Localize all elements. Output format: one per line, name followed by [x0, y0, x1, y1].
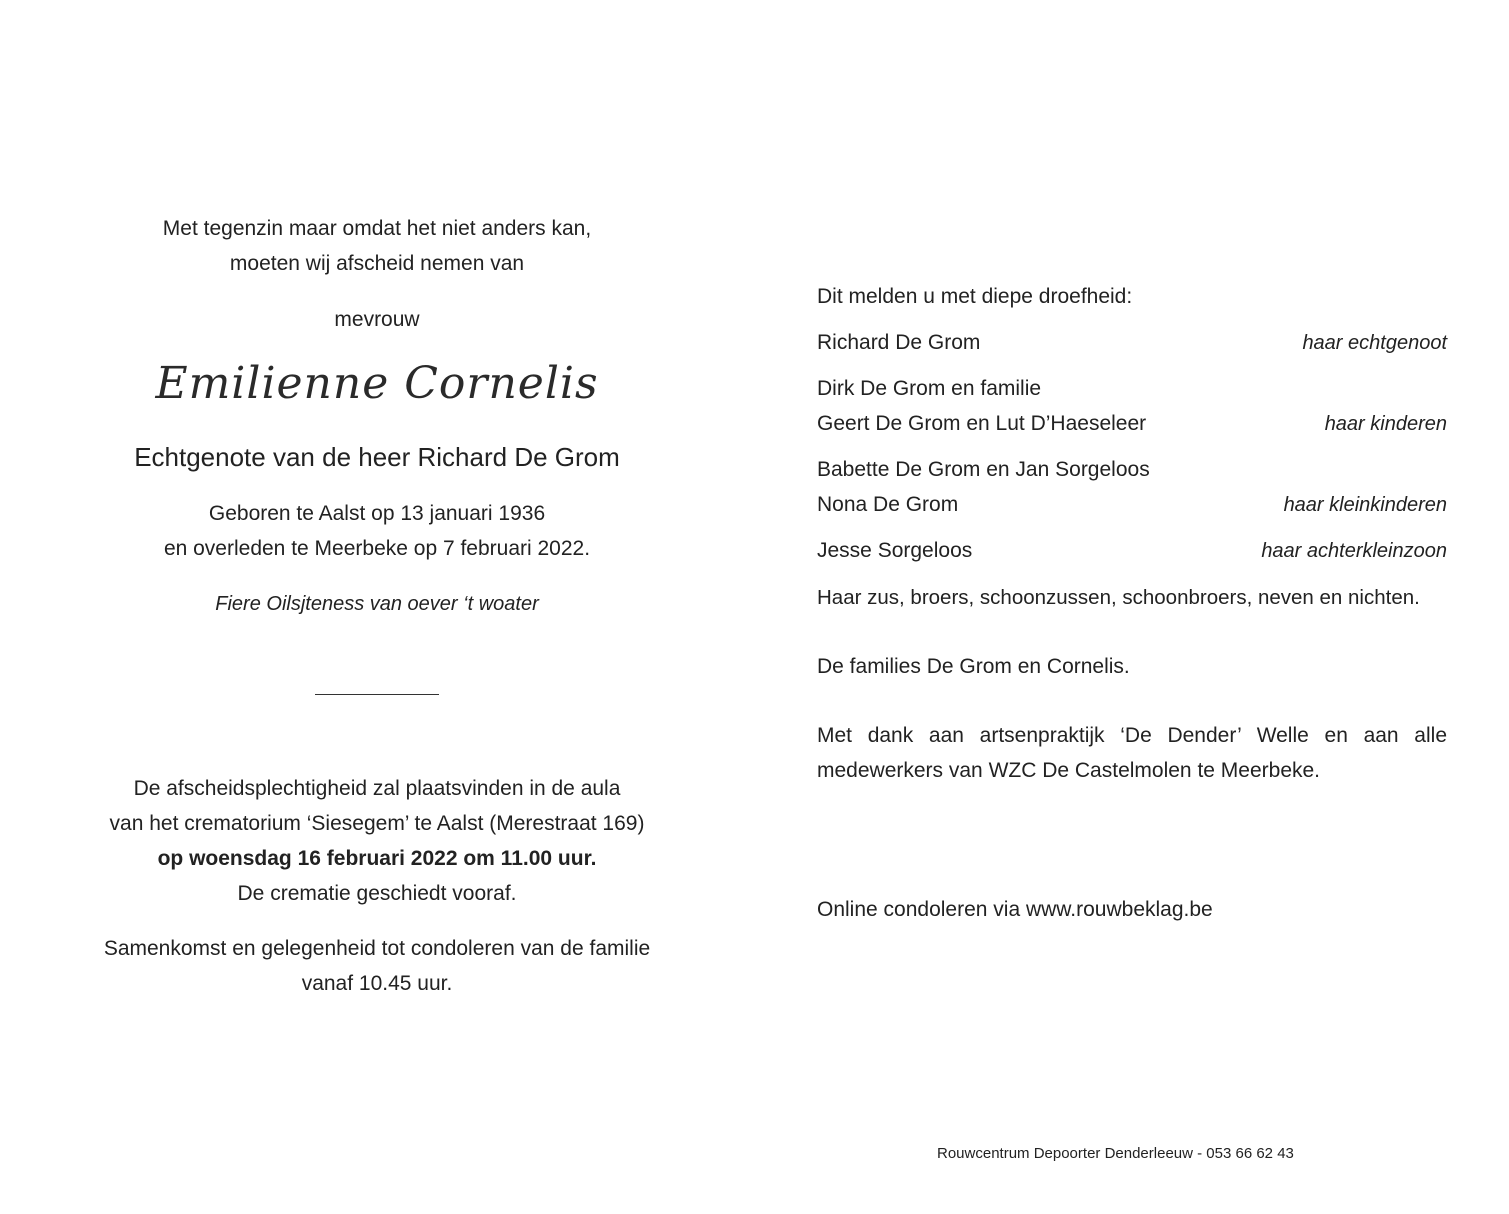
online-condolence: Online condoleren via www.rouwbeklag.be	[817, 898, 1213, 921]
intro-line-1: Met tegenzin maar omdat het niet anders kan,	[162, 217, 592, 240]
motto: Fiere Oilsjteness van oever ‘t woater	[215, 593, 539, 615]
ceremony-line-2: van het crematorium ‘Siesegem’ te Aalst (Merestraat 169)	[109, 812, 645, 835]
announcement-intro: Dit melden u met diepe droefheid:	[817, 285, 1133, 308]
family-relation: haar kleinkinderen	[1283, 494, 1447, 516]
family-name: Richard De Grom	[817, 331, 981, 354]
deceased-name: Emilienne Cornelis	[155, 358, 599, 409]
family-name: Dirk De Grom en familie	[817, 377, 1042, 400]
spouse-line: Echtgenote van de heer Richard De Grom	[134, 442, 620, 472]
family-name: Geert De Grom en Lut D’Haeseleer	[817, 412, 1147, 435]
family-group-great-grandchild	[817, 533, 1447, 569]
intro-text	[60, 211, 694, 281]
divider	[315, 694, 439, 695]
ceremony-line-4: De crematie geschiedt vooraf.	[237, 882, 517, 905]
ceremony-info	[60, 771, 694, 911]
gathering-info	[60, 931, 694, 1001]
thanks-text	[817, 718, 1447, 788]
families-line: De families De Grom en Cornelis.	[817, 655, 1130, 678]
ceremony-line-1: De afscheidsplechtigheid zal plaatsvinden in de aula	[133, 777, 621, 800]
relatives-line: Haar zus, broers, schoonzussen, schoonbroers, neven en nichten.	[817, 586, 1420, 609]
family-relation: haar achterkleinzoon	[1261, 540, 1447, 562]
family-relation: haar kinderen	[1324, 413, 1447, 435]
gathering-line-1: Samenkomst en gelegenheid tot condoleren van de familie	[103, 937, 651, 960]
ceremony-date: op woensdag 16 februari 2022 om 11.00 uur.	[157, 847, 597, 870]
intro-line-2: moeten wij afscheid nemen van	[229, 252, 525, 275]
family-group-spouse	[817, 325, 1447, 361]
gathering-line-2: vanaf 10.45 uur.	[301, 972, 453, 995]
family-name: Jesse Sorgeloos	[817, 539, 973, 562]
family-group-grandchildren	[817, 452, 1447, 523]
thanks-line-1: Met dank aan artsenpraktijk ‘De Dender’ Welle en aan alle	[817, 724, 1447, 747]
birth-death-info	[60, 496, 694, 566]
title-mevrouw: mevrouw	[334, 308, 420, 331]
family-name: Nona De Grom	[817, 493, 959, 516]
family-relation: haar echtgenoot	[1302, 332, 1447, 354]
death-line: en overleden te Meerbeke op 7 februari 2022.	[163, 537, 591, 560]
funeral-home-footer: Rouwcentrum Depoorter Denderleeuw - 053 66 62 43	[937, 1145, 1294, 1162]
birth-line: Geboren te Aalst op 13 januari 1936	[208, 502, 546, 525]
thanks-line-2: medewerkers van WZC De Castelmolen te Meerbeke.	[817, 759, 1321, 782]
family-group-children	[817, 371, 1447, 442]
family-name: Babette De Grom en Jan Sorgeloos	[817, 458, 1150, 481]
